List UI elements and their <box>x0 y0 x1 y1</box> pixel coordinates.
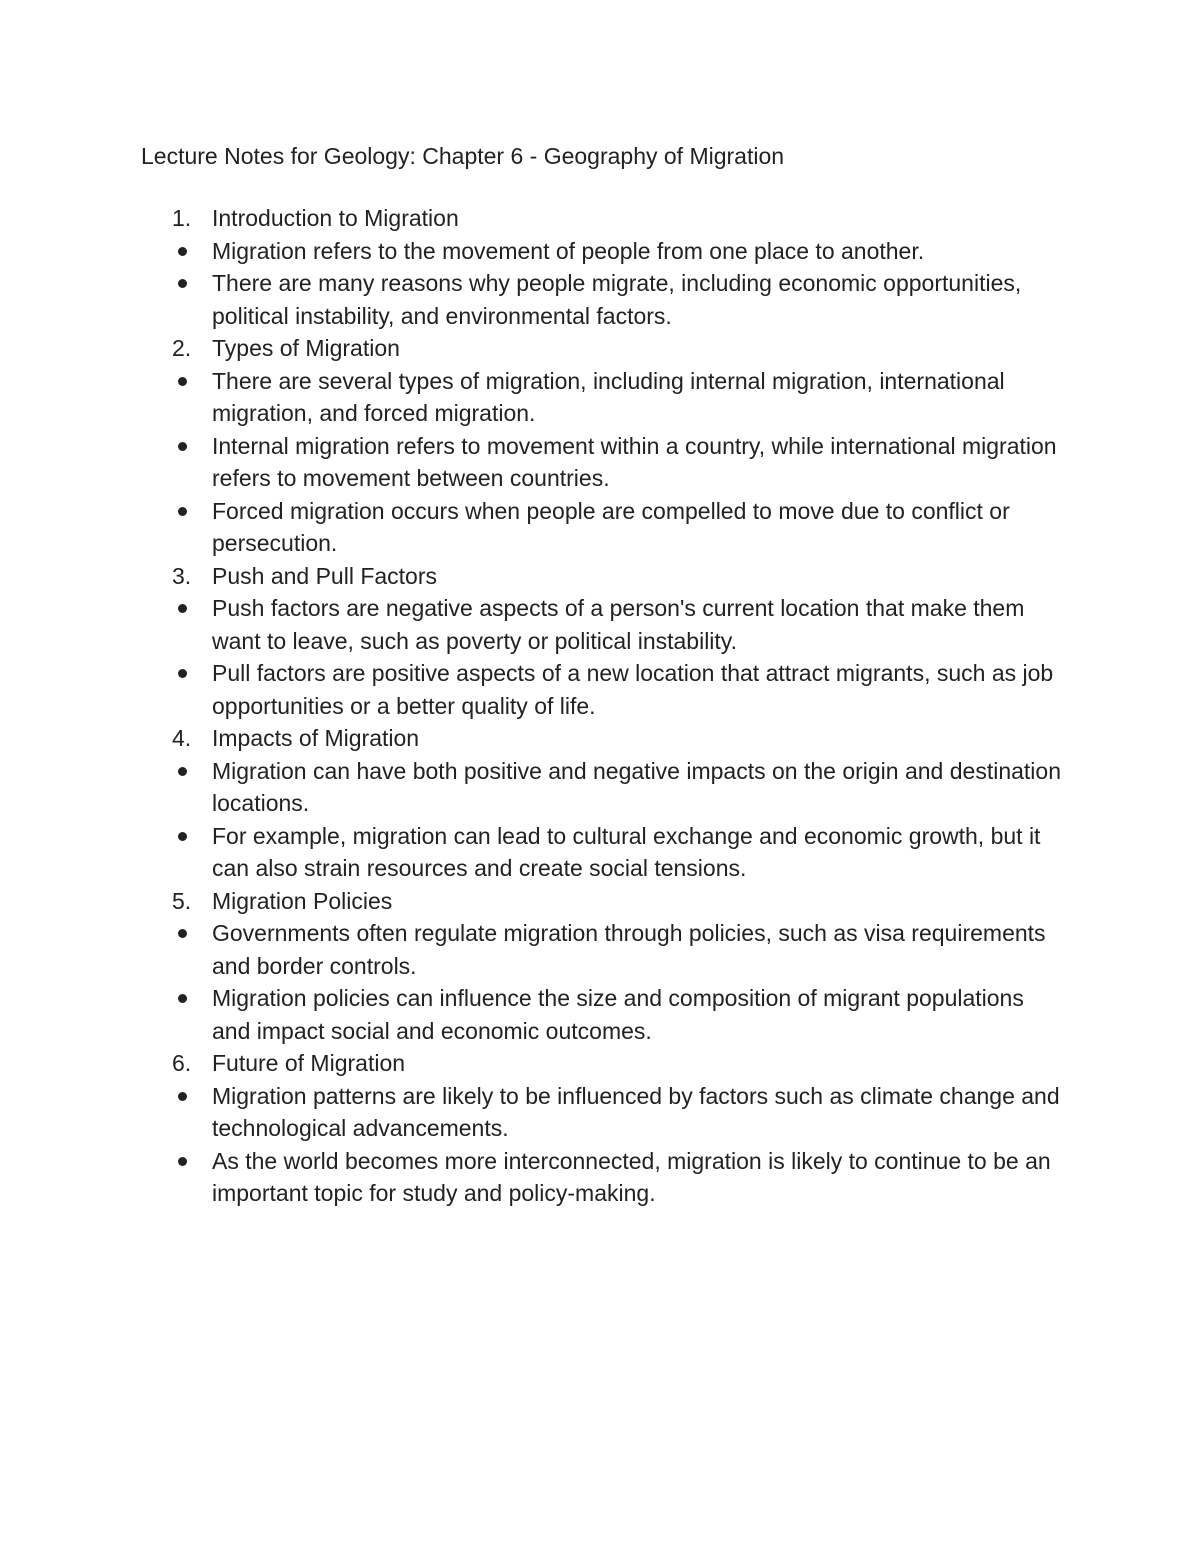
bullet-text: Internal migration refers to movement within a country, while international migration refers to movement between countries. <box>212 432 1057 491</box>
section-heading: Types of Migration <box>212 335 400 361</box>
bullet-item <box>0 592 1200 657</box>
section-heading-item <box>0 332 1200 365</box>
bullet-dot-icon <box>178 832 187 841</box>
bullet-item <box>0 755 1200 820</box>
notes-outline <box>0 202 1200 1210</box>
bullet-dot-icon <box>178 1092 187 1101</box>
bullet-dot-icon <box>178 604 187 613</box>
bullet-item <box>0 1080 1200 1145</box>
section-number: 3. <box>172 562 192 589</box>
bullet-text: For example, migration can lead to cultural exchange and economic growth, but it can also strain resources and create social tensions. <box>212 822 1041 881</box>
bullet-dot-icon <box>178 994 187 1003</box>
section-heading-item <box>0 202 1200 235</box>
section-heading-item <box>0 560 1200 593</box>
section-number: 1. <box>172 205 192 231</box>
bullet-dot-icon <box>178 929 187 938</box>
section-number: 2. <box>172 335 192 361</box>
bullet-item <box>0 235 1200 268</box>
section-heading-item <box>0 1047 1200 1080</box>
bullet-item <box>0 365 1200 430</box>
bullet-text: Forced migration occurs when people are compelled to move due to conflict or persecution. <box>212 497 1010 556</box>
section-heading: Future of Migration <box>212 1050 406 1076</box>
bullet-text: Push factors are negative aspects of a person's current location that make them want to leave, such as poverty or political instability. <box>212 595 1025 654</box>
bullet-item <box>0 495 1200 560</box>
bullet-dot-icon <box>178 1157 187 1166</box>
bullet-item <box>0 1145 1200 1210</box>
bullet-item <box>0 917 1200 982</box>
section-heading: Impacts of Migration <box>212 725 420 751</box>
section-heading-item <box>0 722 1200 755</box>
section-heading: Migration Policies <box>212 887 393 914</box>
bullet-text: Migration can have both positive and negative impacts on the origin and destination locations. <box>212 757 1061 816</box>
bullet-item <box>0 982 1200 1047</box>
bullet-dot-icon <box>178 669 187 678</box>
section-number: 5. <box>172 887 192 914</box>
bullet-item <box>0 657 1200 722</box>
bullet-dot-icon <box>178 377 187 386</box>
document-title: Lecture Notes for Geology: Chapter 6 - Geography of Migration <box>141 143 785 169</box>
bullet-text: Migration policies can influence the size and composition of migrant populations and impact social and economic outcomes. <box>212 985 1024 1044</box>
bullet-text: There are many reasons why people migrate, including economic opportunities, political instability, and environmental factors. <box>212 270 1022 329</box>
section-heading: Introduction to Migration <box>212 205 459 231</box>
bullet-dot-icon <box>178 279 187 288</box>
bullet-text: Governments often regulate migration through policies, such as visa requirements and border controls. <box>212 920 1046 979</box>
bullet-text: Pull factors are positive aspects of a new location that attract migrants, such as job opportunities or a better quality of life. <box>212 660 1054 719</box>
section-number: 4. <box>172 725 192 751</box>
bullet-text: As the world becomes more interconnected, migration is likely to continue to be an important topic for study and policy-making. <box>212 1147 1051 1206</box>
section-heading-item <box>0 885 1200 918</box>
section-number: 6. <box>172 1050 192 1076</box>
bullet-item <box>0 820 1200 885</box>
bullet-dot-icon <box>178 247 187 256</box>
bullet-dot-icon <box>178 767 187 776</box>
bullet-text: Migration refers to the movement of people from one place to another. <box>212 237 925 264</box>
bullet-text: There are several types of migration, including internal migration, international migration, and forced migration. <box>212 367 1005 426</box>
bullet-dot-icon <box>178 507 187 516</box>
bullet-dot-icon <box>178 442 187 451</box>
section-heading: Push and Pull Factors <box>212 562 438 589</box>
bullet-text: Migration patterns are likely to be influenced by factors such as climate change and technological advancements. <box>212 1082 1060 1141</box>
bullet-item <box>0 267 1200 332</box>
bullet-item <box>0 430 1200 495</box>
